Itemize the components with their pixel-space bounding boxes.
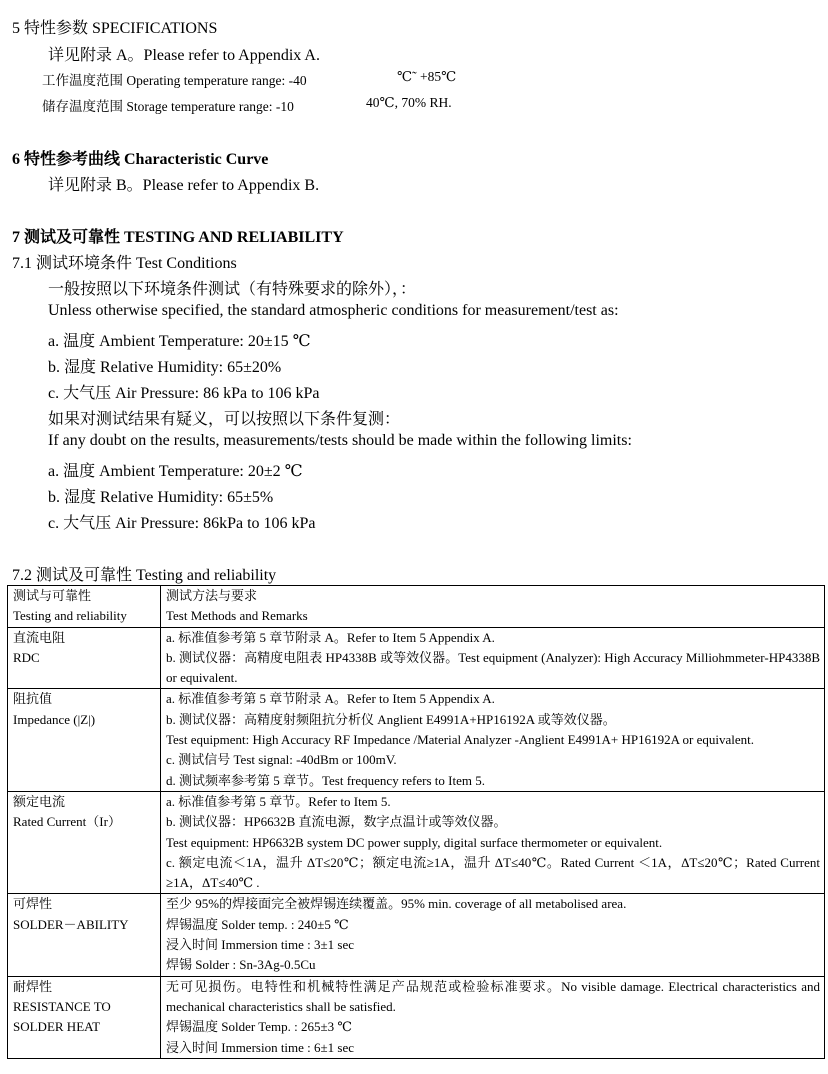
row-item-cell [8,894,161,976]
limit-pressure: c. 大气压 Air Pressure: 86kPa to 106 kPa [48,515,316,532]
row-method-line: c. 额定电流＜1A，温升 ΔT≤20℃；额定电流≥1A，温升 ΔT≤40℃。Rated Current ＜1A，ΔT≤20℃；Rated Current ≥1A，ΔT≤40℃ . [166,854,820,891]
row-method-line: b. 测试仪器：高精度电阻表 HP4338B 或等效仪器。Test equipment (Analyzer): High Accuracy Milliohmmeter-HP4338B or equivalent. [166,649,820,686]
table-row [8,976,825,1058]
std-temperature: a. 温度 Ambient Temperature: 20±15 ℃ [48,333,311,350]
table-row [8,689,825,791]
section-5-refer: 详见附录 A。Please refer to Appendix A. [48,47,320,64]
row-item-cell [8,976,161,1058]
table-row [8,627,825,689]
row-method-line: a. 标准值参考第 5 章节。Refer to Item 5. [166,793,391,809]
section-7-1-title: 7.1 测试环境条件 Test Conditions [12,255,237,272]
row-method-line: a. 标准值参考第 5 章节附录 A。Refer to Item 5 Appendix A. [166,629,495,645]
row-method-line: 无可见损伤。电特性和机械特性满足产品规范或检验标准要求。No visible damage. Electrical characteristics and mechanical characteristics shall be satisfied. [166,978,820,1014]
std-humidity: b. 湿度 Relative Humidity: 65±20% [48,359,282,376]
section-5-title: 5 特性参数 SPECIFICATIONS [12,20,218,37]
doubt-conditions-en: If any doubt on the results, measurements/tests should be made within the following limits: [48,432,632,449]
row-item-line: Impedance (|Z|) [13,711,96,727]
row-item-line: 直流电阻 [13,629,66,645]
row-method-line: b. 测试仪器：高精度射频阻抗分析仪 Anglient E4991A+HP16192A 或等效仪器。 [166,711,616,727]
doubt-conditions-cn: 如果对测试结果有疑义，可以按照以下条件复测： [48,411,401,428]
section-6-refer: 详见附录 B。Please refer to Appendix B. [48,177,320,194]
row-item-line: 耐焊性 [13,978,53,994]
header-item-en: Testing and reliability [13,608,127,624]
row-method-cell [161,976,825,1058]
row-item-line: RESISTANCE TO [13,998,111,1014]
storage-temp-label: 储存温度范围 Storage temperature range: -10 [42,99,294,114]
row-method-line: a. 标准值参考第 5 章节附录 A。Refer to Item 5 Appendix A. [166,691,495,707]
row-method-line: 浸入时间 Immersion time : 3±1 sec [166,937,355,953]
row-method-line: 至少 95%的焊接面完全被焊锡连续覆盖。95% min. coverage of all metabolised area. [166,896,627,912]
row-method-line: Test equipment: High Accuracy RF Impedance /Material Analyzer -Anglient E4991A+ HP16192A or equivalent. [166,732,755,748]
row-method-cell [161,894,825,976]
section-6-title: 6 特性参考曲线 Characteristic Curve [12,151,269,168]
row-item-line: 阻抗值 [13,691,53,707]
row-method-cell [161,689,825,791]
row-method-line: c. 测试信号 Test signal: -40dBm or 100mV. [166,752,397,768]
row-method-line: b. 测试仪器：HP6632B 直流电源，数字点温计或等效仪器。 [166,814,507,830]
table-row [8,894,825,976]
row-item-cell [8,791,161,893]
row-item-line: 可焊性 [13,896,53,912]
operating-temp-value: ℃˜ +85℃ [397,69,457,84]
row-method-line: d. 测试频率参考第 5 章节。Test frequency refers to Item 5. [166,772,485,788]
header-method-cn: 测试方法与要求 [166,588,258,603]
row-item-cell [8,689,161,791]
storage-temp-value: 40℃, 70% RH. [366,95,452,110]
reliability-table [7,585,825,1059]
row-method-line: 焊锡温度 Solder temp. : 240±5 ℃ [166,916,349,932]
operating-temp-label: 工作温度范围 Operating temperature range: -40 [42,73,307,88]
table-row [8,791,825,893]
table-header-row [8,586,825,628]
row-item-line: Rated Current（Ir） [13,814,121,830]
section-7-title: 7 测试及可靠性 TESTING AND RELIABILITY [12,229,344,246]
row-item-line: 额定电流 [13,793,66,809]
row-method-line: Test equipment: HP6632B system DC power supply, digital surface thermometer or equivalent. [166,834,663,850]
row-method-line: 浸入时间 Immersion time : 6±1 sec [166,1039,355,1055]
row-method-line: 焊锡 Solder : Sn-3Ag-0.5Cu [166,957,316,973]
section-7-2-title: 7.2 测试及可靠性 Testing and reliability [12,567,277,584]
row-item-line: SOLDER－ABILITY [13,916,129,932]
row-item-line: RDC [13,649,40,665]
row-method-cell [161,791,825,893]
header-cell-method [161,586,825,628]
general-conditions-cn: 一般按照以下环境条件测试（有特殊要求的除外），： [48,281,417,298]
row-method-cell [161,627,825,689]
header-cell-item [8,586,161,628]
row-item-cell [8,627,161,689]
limit-temperature: a. 温度 Ambient Temperature: 20±2 ℃ [48,463,303,480]
general-conditions-en: Unless otherwise specified, the standard atmospheric conditions for measurement/test as: [48,302,619,319]
row-method-line: 焊锡温度 Solder Temp. : 265±3 ℃ [166,1019,352,1035]
header-item-cn: 测试与可靠性 [13,588,92,603]
std-pressure: c. 大气压 Air Pressure: 86 kPa to 106 kPa [48,385,320,402]
limit-humidity: b. 湿度 Relative Humidity: 65±5% [48,489,274,506]
row-item-line: SOLDER HEAT [13,1019,101,1035]
header-method-en: Test Methods and Remarks [166,608,308,624]
